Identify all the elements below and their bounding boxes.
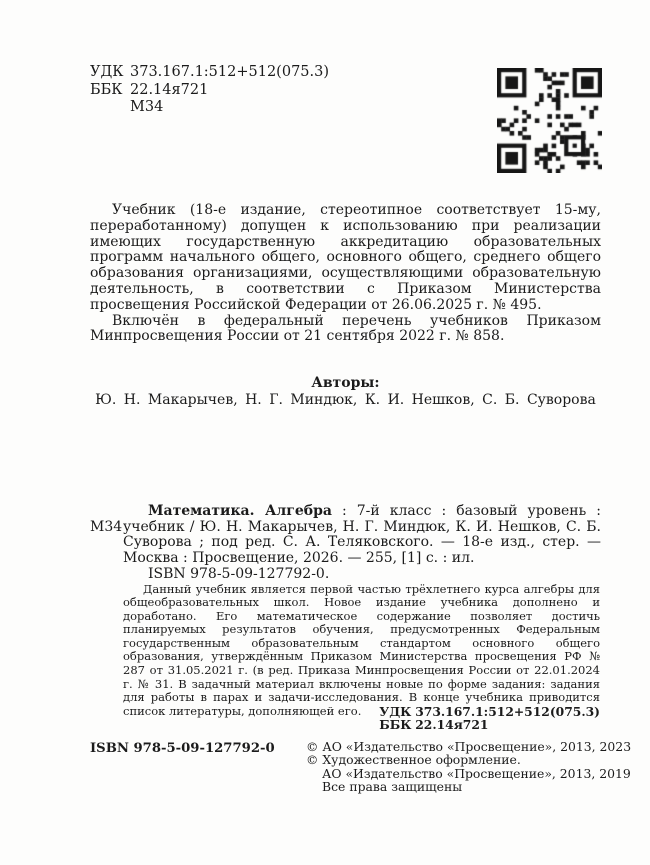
m-code-value: М34	[130, 99, 164, 115]
catalog-description: : 7-й класс : базовый уровень : учебник / Ю. Н. Макарычев, Н. Г. Миндюк, К. И. Нешков, С. Б. Суворова ; под ред. С. А. Теляковского. — 18-е изд., стер. — Москва : Просвещение, 2026. — 255, [1] с. : ил.	[123, 503, 601, 567]
udk-footer-label: УДК	[379, 704, 412, 719]
copyright-line: © АО «Издательство «Просвещение», 2013, 2023	[306, 739, 632, 754]
authors-heading: Авторы:	[311, 375, 380, 391]
bbk-label: ББК	[90, 81, 123, 98]
imprint-paragraphs	[90, 203, 601, 345]
catalog-margin-code: М34	[90, 518, 123, 535]
copyright-block	[306, 740, 631, 794]
bbk-code-footer	[379, 718, 600, 731]
catalog-card	[123, 504, 601, 567]
udk-footer-value: 373.167.1:512+512(075.3)	[415, 704, 600, 719]
qr-code-icon	[497, 68, 602, 173]
bbk-value: 22.14я721	[130, 81, 209, 98]
udk-code	[90, 64, 329, 82]
catalog-letter-code	[90, 99, 329, 117]
copyright-line: Все права защищены	[322, 779, 463, 795]
authors-names: Ю. Н. Макарычев, Н. Г. Миндюк, К. И. Нешков, С. Б. Суворова	[95, 392, 596, 408]
copyright-line: © Художественное оформление.	[306, 752, 521, 768]
udk-code-footer	[379, 705, 600, 718]
bbk-footer-value: 22.14я721	[415, 717, 489, 733]
classification-codes	[90, 64, 329, 117]
bbk-footer-label: ББК	[379, 717, 412, 733]
federal-list-paragraph: Включён в федеральный перечень учебников Приказом Минпросвещения России от 21 сентября 2022 г. № 858.	[90, 312, 601, 345]
isbn-line: ISBN 978-5-09-127792-0.	[148, 565, 330, 582]
admission-paragraph: Учебник (18-е издание, стереотипное соответствует 15-му, переработанному) допущен к использованию при реализации имеющих государственную аккредитацию образовательных программ начального общего, основного общего, среднего общего образования организациями, осуществляющими образовательную деятельность, в соответствии с Приказом Министерства просвещения Российской Федерации от 26.06.2025 г. № 495.	[90, 202, 601, 313]
annotation-paragraph: Данный учебник является первой частью трёхлетнего курса алгебры для общеобразовательных школ. Новое издание учебника дополнено и доработано. Его математическое содержание позволяет достичь планируемых результатов обучения, предусмотренных Федеральным государственным образовательным стандартом основного общего образования, утверждённым Приказом Министерства просвещения РФ № 287 от 31.05.2021 г. (в ред. Приказа Минпросвещения России от 22.01.2024 г. № 31. В задачный материал включены новые по форме задания: задания для работы в парах и задачи-исследования. В конце учебника приводится список литературы, дополняющей его.	[123, 581, 600, 718]
udk-label: УДК	[90, 64, 124, 80]
isbn-footer: ISBN 978-5-09-127792-0	[90, 741, 275, 756]
catalog-card-block	[90, 504, 601, 718]
copyright-line: АО «Издательство «Просвещение», 2013, 2019	[322, 765, 631, 781]
udk-value: 373.167.1:512+512(075.3)	[130, 64, 330, 80]
book-title: Математика. Алгебра	[148, 503, 332, 519]
bbk-code	[90, 82, 329, 100]
authors-block	[90, 375, 601, 409]
classification-codes-footer	[379, 705, 600, 732]
